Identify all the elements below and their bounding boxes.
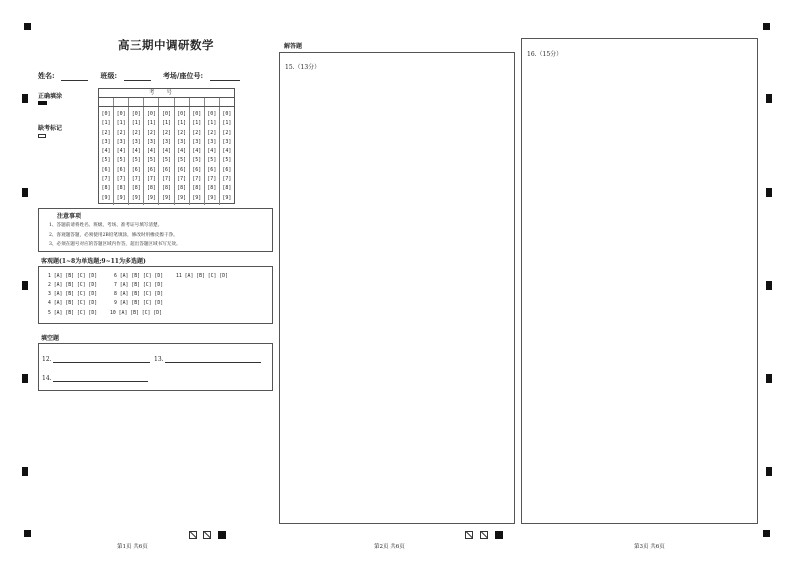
exam-digit-bubble[interactable]: [7] [161,176,171,183]
exam-digit-bubble[interactable]: [9] [131,194,141,201]
exam-digit-column [99,107,114,205]
exam-digit-bubble[interactable]: [5] [116,157,126,164]
exam-digit-write-cell[interactable] [114,98,129,106]
objective-item[interactable]: 2 [A] [B] [C] [D] [48,283,98,288]
exam-digit-bubble[interactable]: [2] [222,129,232,136]
exam-digit-bubble[interactable]: [0] [131,111,141,117]
fill-blank-box [38,343,273,391]
exam-digit-write-cell[interactable] [190,98,205,106]
answer-section-title: 解答题 [284,43,303,50]
exam-digit-bubble[interactable]: [6] [192,166,202,173]
exam-digit-bubble[interactable]: [8] [146,185,156,192]
exam-digit-bubble[interactable]: [9] [192,194,202,201]
exam-digit-bubble[interactable]: [7] [101,176,111,183]
page-code-box-filled [495,531,503,539]
exam-digit-bubble[interactable]: [5] [192,157,202,164]
timing-mark [22,374,28,383]
exam-number-write-row [99,98,234,107]
timing-mark [766,94,772,103]
page-code-box [189,531,197,539]
page-title: 高三期中调研数学 [118,38,214,52]
exam-digit-bubble[interactable]: [8] [207,185,217,192]
exam-digit-write-cell[interactable] [220,98,234,106]
exam-digit-bubble[interactable]: [5] [161,157,171,164]
exam-digit-bubble[interactable]: [0] [192,111,202,117]
page-code-box-filled [218,531,226,539]
exam-digit-bubble[interactable]: [6] [177,166,187,173]
objective-item[interactable]: 10 [A] [B] [C] [D] [110,311,162,316]
objective-item[interactable]: 1 [A] [B] [C] [D] [48,274,98,279]
exam-digit-bubble[interactable]: [9] [101,194,111,201]
exam-digit-bubble[interactable]: [8] [222,185,232,192]
objective-item[interactable]: 9 [A] [B] [C] [D] [114,301,164,306]
q14-answer-line[interactable] [53,375,148,382]
objective-item[interactable]: 6 [A] [B] [C] [D] [114,274,164,279]
exam-digit-bubble[interactable]: [6] [222,166,232,173]
exam-digit-bubble[interactable]: [6] [116,166,126,173]
exam-number-grid [98,88,235,204]
note-line: 1、答题前请将姓名、班级、考场、准考证号填写清楚。 [49,223,163,228]
exam-digit-bubble[interactable]: [3] [207,138,217,145]
absent-mark-label: 缺考标记 [38,125,63,132]
exam-digit-bubble[interactable]: [8] [177,185,187,192]
exam-digit-column [144,107,159,205]
exam-digit-write-cell[interactable] [99,98,114,106]
exam-digit-bubble[interactable]: [7] [222,176,232,183]
exam-digit-bubble[interactable]: [2] [146,129,156,136]
exam-digit-bubble[interactable]: [0] [116,111,126,117]
exam-digit-bubble[interactable]: [3] [222,138,232,145]
exam-digit-bubble[interactable]: [2] [161,129,171,136]
exam-digit-bubble[interactable]: [6] [101,166,111,173]
exam-digit-bubble[interactable]: [5] [146,157,156,164]
exam-digit-bubble[interactable]: [0] [222,111,232,117]
exam-digit-write-cell[interactable] [205,98,220,106]
exam-digit-bubble[interactable]: [2] [192,129,202,136]
exam-digit-bubble[interactable]: [3] [161,138,171,145]
timing-mark [766,281,772,290]
q15-label: 15.（13分） [285,64,321,71]
student-info-row [38,71,248,81]
timing-mark [766,467,772,476]
name-field[interactable] [61,72,88,81]
fill-blank-q14 [42,375,148,382]
exam-digit-bubble[interactable]: [7] [177,176,187,183]
exam-digit-bubble[interactable]: [5] [207,157,217,164]
exam-digit-write-cell[interactable] [175,98,190,106]
exam-number-columns [99,107,234,205]
objective-item[interactable]: 5 [A] [B] [C] [D] [48,311,98,316]
timing-mark [22,188,28,197]
q13-answer-line[interactable] [165,356,261,363]
class-field[interactable] [124,72,151,81]
exam-digit-bubble[interactable]: [1] [192,120,202,127]
exam-digit-column [114,107,129,205]
absent-mark-box[interactable] [38,134,46,138]
fill-blank-q12 [42,356,150,363]
exam-digit-bubble[interactable]: [7] [192,176,202,183]
exam-digit-bubble[interactable]: [6] [131,166,141,173]
page-code-box [203,531,211,539]
notes-title: 注意事项 [57,213,82,220]
exam-digit-bubble[interactable]: [1] [146,120,156,127]
objective-answer-box [38,266,273,324]
exam-digit-bubble[interactable]: [4] [131,148,141,155]
exam-digit-bubble[interactable]: [8] [192,185,202,192]
exam-digit-bubble[interactable]: [2] [207,129,217,136]
exam-digit-bubble[interactable]: [2] [101,129,111,136]
exam-digit-write-cell[interactable] [129,98,144,106]
exam-digit-bubble[interactable]: [1] [131,120,141,127]
exam-digit-write-cell[interactable] [144,98,159,106]
exam-digit-bubble[interactable]: [9] [177,194,187,201]
exam-digit-bubble[interactable]: [5] [131,157,141,164]
exam-digit-bubble[interactable]: [9] [146,194,156,201]
exam-digit-bubble[interactable]: [3] [192,138,202,145]
exam-digit-bubble[interactable]: [6] [146,166,156,173]
q16-answer-box[interactable] [521,38,758,524]
objective-item[interactable]: 8 [A] [B] [C] [D] [114,292,164,297]
objective-item[interactable]: 11 [A] [B] [C] [D] [176,274,228,279]
exam-digit-bubble[interactable]: [4] [207,148,217,155]
exam-digit-bubble[interactable]: [0] [146,111,156,117]
page-code-box [480,531,488,539]
exam-digit-bubble[interactable]: [3] [146,138,156,145]
exam-digit-bubble[interactable]: [8] [116,185,126,192]
exam-digit-bubble[interactable]: [5] [177,157,187,164]
exam-digit-bubble[interactable]: [8] [101,185,111,192]
q16-label: 16.（15分） [527,51,563,58]
exam-digit-column [190,107,205,205]
objective-title: 客观题(1~8为单选题;9~11为多选题) [41,258,146,265]
exam-digit-bubble[interactable]: [8] [131,185,141,192]
exam-digit-column [159,107,174,205]
exam-digit-bubble[interactable]: [4] [146,148,156,155]
exam-digit-bubble[interactable]: [5] [222,157,232,164]
timing-mark [766,188,772,197]
corner-mark-top-left [24,23,31,30]
exam-digit-bubble[interactable]: [6] [161,166,171,173]
timing-mark [22,281,28,290]
page-code-box [465,531,473,539]
exam-digit-bubble[interactable]: [0] [101,111,111,117]
corner-mark-bottom-right [763,530,770,537]
exam-digit-bubble[interactable]: [5] [101,157,111,164]
exam-digit-bubble[interactable]: [1] [161,120,171,127]
corner-mark-top-right [763,23,770,30]
exam-digit-bubble[interactable]: [4] [101,148,111,155]
exam-digit-bubble[interactable]: [7] [146,176,156,183]
exam-digit-bubble[interactable]: [1] [101,120,111,127]
exam-digit-column [129,107,144,205]
exam-digit-bubble[interactable]: [9] [116,194,126,201]
exam-digit-column [205,107,220,205]
page-number-1: 第1页 共6页 [117,544,148,550]
corner-mark-bottom-left [24,530,31,537]
exam-number-header: 考号 [99,89,234,98]
exam-digit-bubble[interactable]: [3] [177,138,187,145]
name-label: 姓名: [38,71,55,80]
exam-digit-bubble[interactable]: [1] [222,120,232,127]
timing-mark [766,374,772,383]
correct-fill-label: 正确填涂 [38,93,63,100]
exam-digit-bubble[interactable]: [3] [131,138,141,145]
exam-digit-bubble[interactable]: [2] [116,129,126,136]
note-line: 2、客观题答题，必须使用2B铅笔填涂，修改时用橡皮擦干净。 [49,233,178,238]
exam-digit-bubble[interactable]: [1] [207,120,217,127]
exam-digit-bubble[interactable]: [3] [116,138,126,145]
room-field[interactable] [210,72,240,81]
page-number-3: 第3页 共6页 [634,544,665,550]
exam-digit-bubble[interactable]: [2] [177,129,187,136]
q15-answer-box[interactable] [279,52,515,524]
exam-digit-bubble[interactable]: [0] [161,111,171,117]
note-line: 3、必须在题号对应的答题区域内作答，超出答题区域书写无效。 [49,242,181,247]
exam-digit-bubble[interactable]: [0] [177,111,187,117]
timing-mark [22,94,28,103]
q12-answer-line[interactable] [53,356,150,363]
exam-digit-write-cell[interactable] [159,98,174,106]
exam-digit-bubble[interactable]: [4] [116,148,126,155]
exam-digit-bubble[interactable]: [9] [161,194,171,201]
exam-digit-bubble[interactable]: [9] [222,194,232,201]
exam-digit-bubble[interactable]: [1] [177,120,187,127]
fill-blank-q13 [154,356,261,363]
q12-label: 12. [42,356,52,363]
notes-box [38,208,273,252]
exam-digit-bubble[interactable]: [0] [207,111,217,117]
exam-digit-bubble[interactable]: [4] [192,148,202,155]
timing-mark [22,467,28,476]
page-number-2: 第2页 共6页 [374,544,405,550]
q14-label: 14. [42,375,52,382]
objective-item[interactable]: 7 [A] [B] [C] [D] [114,283,164,288]
exam-digit-bubble[interactable]: [8] [161,185,171,192]
objective-item[interactable]: 3 [A] [B] [C] [D] [48,292,98,297]
room-label: 考场/座位号: [162,71,204,80]
class-label: 班级: [100,71,118,80]
exam-digit-bubble[interactable]: [4] [161,148,171,155]
exam-digit-bubble[interactable]: [1] [116,120,126,127]
exam-digit-bubble[interactable]: [4] [222,148,232,155]
exam-digit-bubble[interactable]: [7] [131,176,141,183]
exam-digit-bubble[interactable]: [4] [177,148,187,155]
exam-digit-bubble[interactable]: [7] [116,176,126,183]
exam-digit-bubble[interactable]: [3] [101,138,111,145]
correct-fill-sample [38,101,47,105]
exam-digit-column [175,107,190,205]
objective-item[interactable]: 4 [A] [B] [C] [D] [48,301,98,306]
q13-label: 13. [154,356,164,363]
exam-digit-bubble[interactable]: [6] [207,166,217,173]
exam-digit-column [220,107,234,205]
exam-digit-bubble[interactable]: [7] [207,176,217,183]
exam-digit-bubble[interactable]: [9] [207,194,217,201]
fill-blank-title: 填空题 [41,335,60,342]
exam-digit-bubble[interactable]: [2] [131,129,141,136]
